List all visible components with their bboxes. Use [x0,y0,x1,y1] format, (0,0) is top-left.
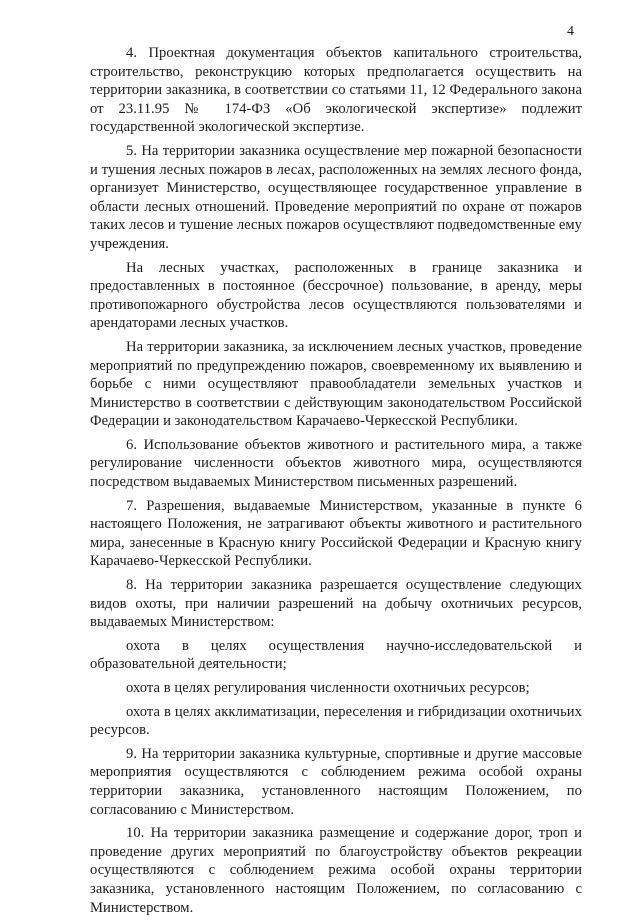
paragraph-forest-plots: На лесных участках, расположенных в границе заказника и предоставленных в постоянное (бессрочное) пользование, в аренду, меры противопожарного обустройства лесов осуществляются пользователями и арендаторами лесных участков. [90,259,582,332]
paragraph-item-10: 10. На территории заказника размещение и содержание дорог, троп и проведение других мероприятий по благоустройству объектов рекреации осуществляются с соблюдением режима особой охраны территории заказника, установленного настоящим Положением, по согласованию с Министерством. [90,825,582,916]
paragraph-hunting-acclimatization: охота в целях акклиматизации, переселения и гибридизации охотничьих ресурсов. [90,703,582,739]
page-number: 4 [567,24,574,39]
paragraph-item-6: 6. Использование объектов животного и растительного мира, а также регулирование численности объектов животного мира, осуществляются посредством выдаваемых Министерством письменных разрешений. [90,436,582,491]
paragraph-hunting-regulation: охота в целях регулирования численности охотничьих ресурсов; [126,680,530,696]
document-body [90,44,582,922]
paragraph-hunting-research: охота в целях осуществления научно-исследовательской и образовательной деятельности; [90,637,582,673]
paragraph-item-9: 9. На территории заказника культурные, спортивные и другие массовые мероприятия осуществляются с соблюдением режима особой охраны территории заказника, установленного настоящим Положением, по согласованию с Министерством. [90,745,582,818]
paragraph-item-8: 8. На территории заказника разрешается осуществление следующих видов охоты, при наличии разрешений на добычу охотничьих ресурсов, выдаваемых Министерством: [90,577,582,631]
paragraph-item-4: 4. Проектная документация объектов капитального строительства, строительство, реконструкцию которых предполагается осуществить на территории заказника, в соответствии со статьями 11, 12 Федерального закона от 23.11.95 № 174-ФЗ «Об экологической экспертизе» подлежит государственной экологической экспертизе. [90,45,582,136]
paragraph-territory: На территории заказника, за исключением лесных участков, проведение мероприятий по предупреждению пожаров, своевременному их выявлению и борьбе с ними осуществляют правообладатели земельных участков и Министерство в соответствии с действующим законодательством Российской Федерации и законодательством Карачаево-Черкесской Республики. [90,338,582,430]
paragraph-item-7: 7. Разрешения, выдаваемые Министерством, указанные в пункте 6 настоящего Положения, не затрагивают объекты животного и растительного мира, занесенные в Красную книгу Российской Федерации и Красную книгу Карачаево-Черкесской Республики. [90,497,582,570]
paragraph-item-5: 5. На территории заказника осуществление мер пожарной безопасности и тушения лесных пожаров в лесах, расположенных на землях лесного фонда, организует Министерство, осуществляющее государственное управление в области лесных отношений. Проведение мероприятий по охране от пожаров таких лесов и тушение лесных пожаров осуществляют подведомственные ему учреждения. [90,142,582,252]
